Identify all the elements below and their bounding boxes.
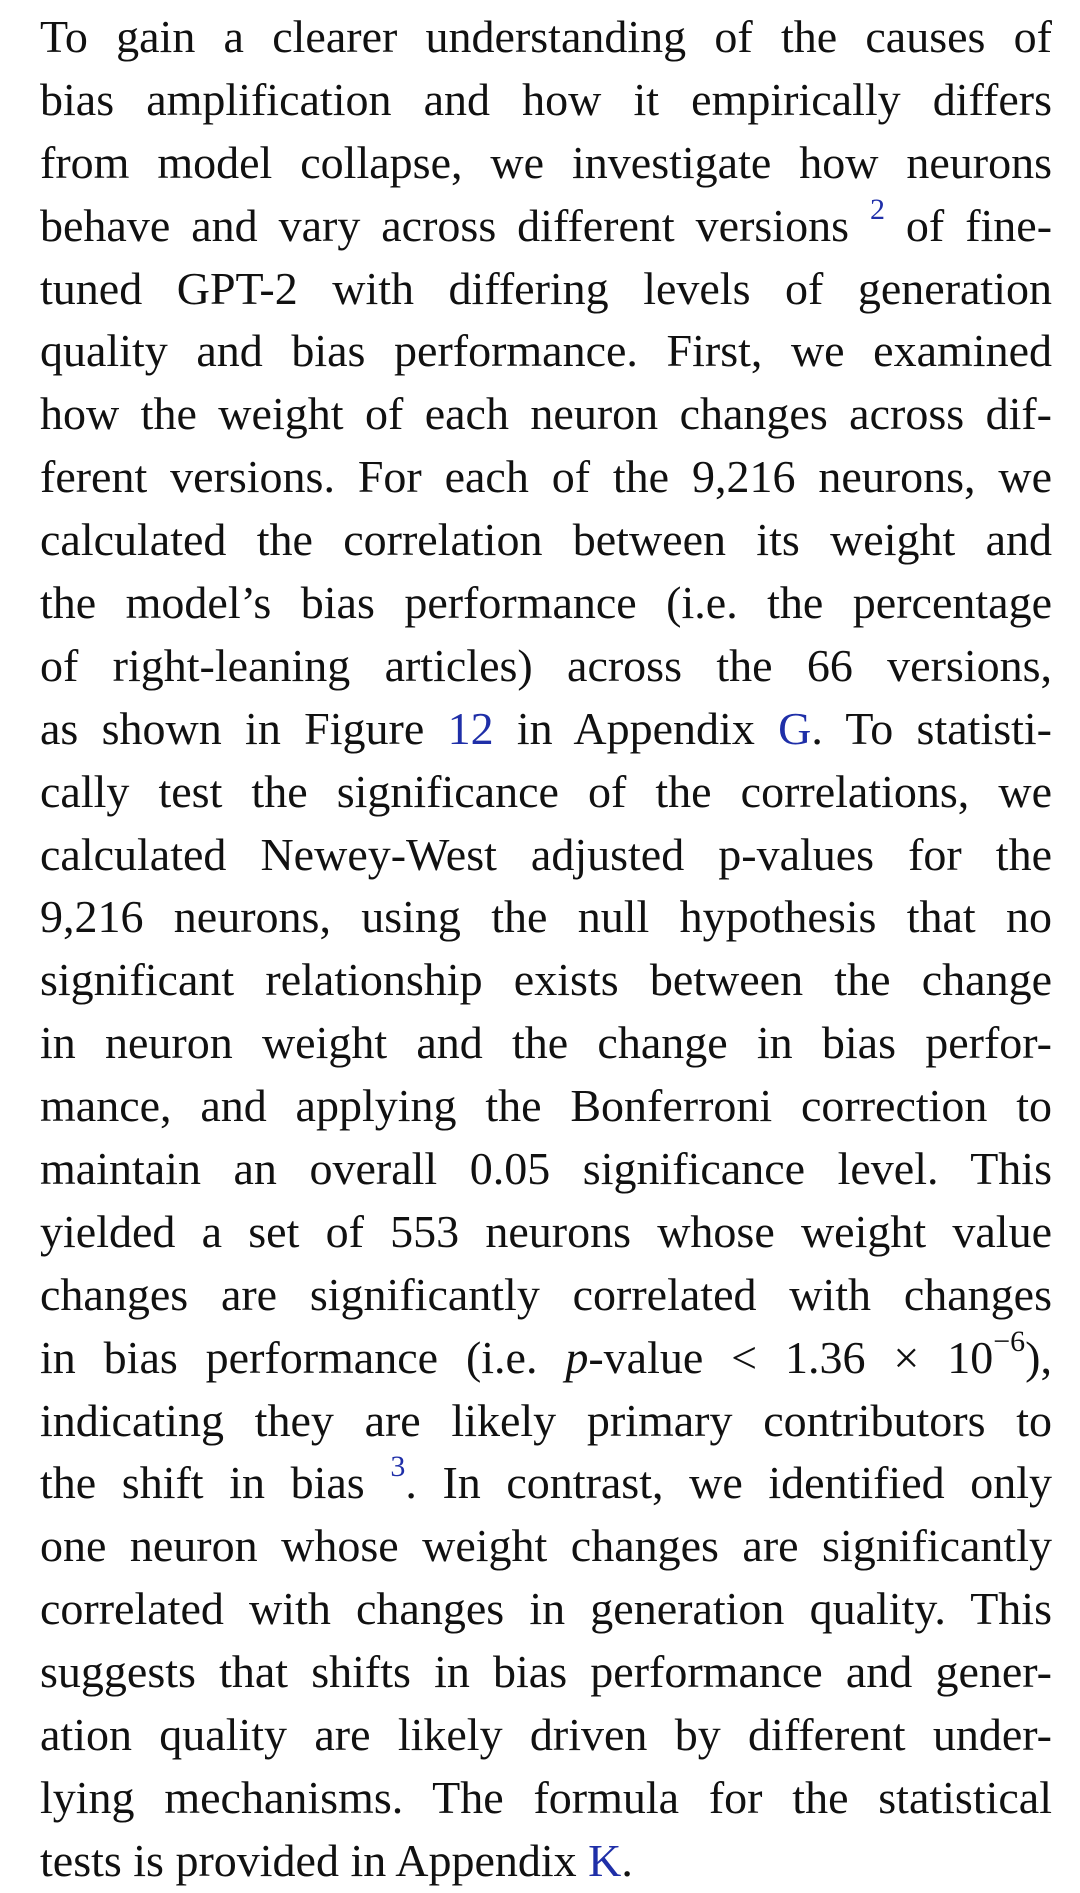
appendix-g-link[interactable]: G	[778, 702, 812, 754]
text-line: one neuron whose weight changes are significantly	[40, 1520, 1052, 1572]
text-line	[40, 1452, 1052, 1515]
text-line: in neuron weight and the change in bias perfor-	[40, 1017, 1052, 1069]
text-line: from model collapse, we investigate how neurons	[40, 136, 1052, 188]
text-segment: in bias performance (i.e.	[40, 1331, 538, 1383]
text-segment: . To statisti-	[811, 702, 1053, 754]
text-segment: the shift in bias	[40, 1457, 365, 1509]
text-line: suggests that shifts in bias performance and gener-	[40, 1646, 1052, 1698]
text-line: quality and bias performance. First, we examined	[40, 325, 1052, 377]
text-line: yielded a set of 553 neurons whose weight value	[40, 1205, 1052, 1257]
text-line: lying mechanisms. The formula for the statistical	[40, 1771, 1052, 1823]
footnote-3-link[interactable]: 3	[390, 1450, 406, 1484]
text-line: tuned GPT-2 with differing levels of generation	[40, 262, 1052, 314]
text-segment: . In contrast, we identified only	[405, 1457, 1053, 1509]
text-line: calculated Newey-West adjusted p-values for the	[40, 828, 1052, 880]
text-segment: .	[621, 1834, 633, 1886]
text-line: of right-leaning articles) across the 66 versions,	[40, 639, 1052, 691]
math-variable-p: p	[565, 1331, 589, 1383]
text-line: maintain an overall 0.05 significance level. This	[40, 1143, 1052, 1195]
text-line	[40, 698, 1052, 761]
text-segment: as shown in Figure	[40, 702, 425, 754]
text-line: significant relationship exists between the change	[40, 954, 1052, 1006]
text-line: indicating they are likely primary contributors to	[40, 1394, 1052, 1446]
text-segment: in Appendix	[516, 702, 755, 754]
text-segment: of fine-	[905, 199, 1053, 251]
text-segment: behave and vary across different versions	[40, 199, 849, 251]
text-line: correlated with changes in generation quality. This	[40, 1583, 1052, 1635]
math-exponent: −6	[993, 1324, 1026, 1358]
text-line: ation quality are likely driven by different under-	[40, 1709, 1052, 1761]
text-line: ferent versions. For each of the 9,216 neurons, we	[40, 451, 1052, 503]
text-line: mance, and applying the Bonferroni correction to	[40, 1080, 1052, 1132]
text-line: changes are significantly correlated with changes	[40, 1268, 1052, 1320]
text-line	[40, 1830, 1052, 1893]
text-line	[40, 1324, 1052, 1390]
text-line: bias amplification and how it empirically differs	[40, 73, 1052, 125]
text-segment: tests is provided in Appendix	[40, 1834, 577, 1886]
text-segment: ),	[1025, 1331, 1052, 1383]
math-expression: -value < 1.36 × 10	[588, 1331, 994, 1383]
figure-12-link[interactable]: 12	[447, 702, 494, 754]
text-line: how the weight of each neuron changes across dif-	[40, 388, 1052, 440]
appendix-k-link[interactable]: K	[588, 1834, 622, 1886]
body-paragraph	[40, 6, 1052, 1893]
text-line: 9,216 neurons, using the null hypothesis that no	[40, 891, 1052, 943]
footnote-2-link[interactable]: 2	[869, 192, 885, 226]
text-line: the model’s bias performance (i.e. the percentage	[40, 577, 1052, 629]
text-line: To gain a clearer understanding of the causes of	[40, 11, 1052, 62]
text-line: calculated the correlation between its weight and	[40, 514, 1052, 566]
text-line	[40, 192, 1053, 258]
text-line: cally test the significance of the correlations, we	[40, 765, 1052, 817]
